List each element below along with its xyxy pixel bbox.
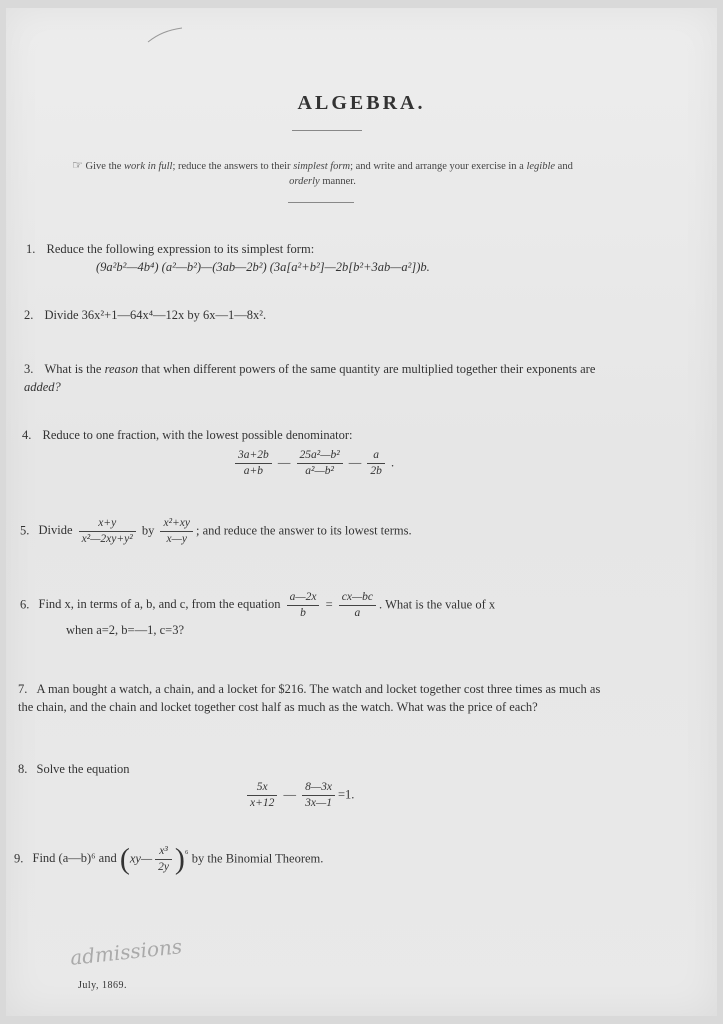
instr-emph: simplest form (293, 161, 351, 172)
question-text: Reduce to one fraction, with the lowest possible denominator: (42, 428, 353, 442)
question-6 (20, 590, 680, 639)
question-text: when a=2, b=—1, c=3? (66, 623, 184, 637)
denominator: a (339, 605, 376, 621)
question-text: . What is the value of x (379, 597, 496, 612)
numerator: x+y (98, 517, 117, 529)
question-text: Find x, in terms of a, b, and c, from the equation (38, 597, 281, 612)
numerator: 3a+2b (238, 449, 269, 461)
operator: — (348, 455, 362, 470)
instr-text: ; reduce the answers to their (172, 161, 291, 172)
question-text: by the Binomial Theorem. (191, 851, 324, 866)
question-text: Reduce the following expression to its simplest form: (46, 242, 315, 256)
question-8-expression (244, 780, 354, 811)
numerator: 5x (256, 781, 268, 793)
denominator: x+12 (247, 795, 277, 811)
question-number: 2. (24, 308, 34, 322)
numerator: x²+xy (163, 517, 190, 529)
question-5 (20, 516, 680, 547)
paren: ) (174, 842, 185, 876)
denominator: b (287, 605, 320, 621)
denominator: a+b (235, 463, 272, 479)
fraction (339, 590, 376, 621)
instructions (20, 158, 625, 189)
question-text: Solve the equation (36, 762, 130, 776)
question-text: A man bought a watch, a chain, and a locket for $216. The watch and locket together cost three times as much as the chain, and the chain and locket together cost half as much as the watch. What was the price of each? (18, 682, 601, 714)
question-number: 3. (24, 362, 34, 376)
exponent: ⁶ (184, 849, 189, 861)
fraction (247, 780, 277, 811)
denominator: 2y (155, 859, 172, 875)
question-number: 7. (18, 682, 28, 696)
question-number: 5. (20, 523, 30, 538)
paren: ( (119, 842, 130, 876)
math-term: xy— (129, 851, 153, 866)
question-text: Find (a—b)⁶ and (32, 851, 117, 866)
fraction (302, 780, 335, 811)
instr-text: ; and write and arrange your exercise in a (350, 161, 524, 172)
exam-date: July, 1869. (78, 980, 128, 991)
operator: — (283, 787, 296, 802)
question-3 (24, 360, 616, 396)
question-number: 8. (18, 762, 28, 776)
fraction (367, 448, 385, 479)
handwritten-signature: admissions (69, 934, 184, 970)
numerator: 8—3x (305, 781, 332, 793)
question-text: What is the (44, 362, 102, 376)
question-2 (24, 306, 664, 324)
operator: = (325, 597, 333, 612)
fraction (79, 516, 136, 547)
question-emph: reason (104, 362, 139, 376)
denominator: x—y (160, 531, 193, 547)
fraction (287, 590, 320, 621)
question-number: 1. (26, 242, 36, 256)
instr-emph: legible (526, 161, 556, 172)
instr-text: Give the (85, 161, 122, 172)
fraction (297, 448, 343, 479)
fraction (235, 448, 272, 479)
punctuation: . (391, 455, 395, 470)
denominator: 2b (367, 463, 385, 479)
denominator: a²—b² (297, 463, 343, 479)
question-7 (18, 680, 614, 716)
operator: =1. (337, 787, 355, 802)
numerator: cx—bc (341, 591, 374, 603)
operator: — (277, 455, 291, 470)
question-text: by (141, 523, 155, 538)
question-text: that when different powers of the same quantity are multiplied together their exponents are (141, 362, 596, 376)
numerator: 25a²—b² (299, 449, 340, 461)
question-9 (14, 844, 674, 875)
numerator: x³ (159, 845, 168, 857)
question-text: Divide (38, 523, 73, 538)
question-number: 6. (20, 597, 30, 612)
instr-text: manner. (322, 176, 356, 187)
question-8 (18, 760, 658, 778)
denominator: 3x—1 (302, 795, 335, 811)
question-text: ; and reduce the answer to its lowest terms. (196, 523, 412, 538)
title-divider (292, 130, 362, 131)
question-text: Divide 36x²+1—64x⁴—12x by 6x—1—8x². (44, 308, 267, 322)
numerator: a (373, 449, 380, 461)
pointing-hand-icon: ☞ (72, 158, 83, 172)
expression: (9a²b²—4b⁴) (a²—b²)—(3ab—2b²) (3a[a²+b²]—2b[b²+3ab—a²])b. (96, 260, 430, 274)
instr-divider (288, 202, 354, 203)
paper-fold-mark (146, 26, 186, 46)
instr-emph: orderly (289, 176, 320, 187)
numerator: a—2x (289, 591, 317, 603)
question-4-expression (232, 448, 394, 479)
denominator: x²—2xy+y² (79, 531, 136, 547)
question-4 (22, 426, 662, 444)
instr-emph: work in full (124, 161, 173, 172)
question-emph: added? (24, 380, 61, 394)
question-number: 9. (14, 851, 24, 866)
exam-paper (6, 8, 717, 1016)
question-number: 4. (22, 428, 32, 442)
instr-text: and (557, 161, 573, 172)
fraction (160, 516, 193, 547)
fraction (155, 844, 172, 875)
page-title: ALGEBRA. (297, 92, 426, 114)
question-1 (26, 240, 666, 276)
